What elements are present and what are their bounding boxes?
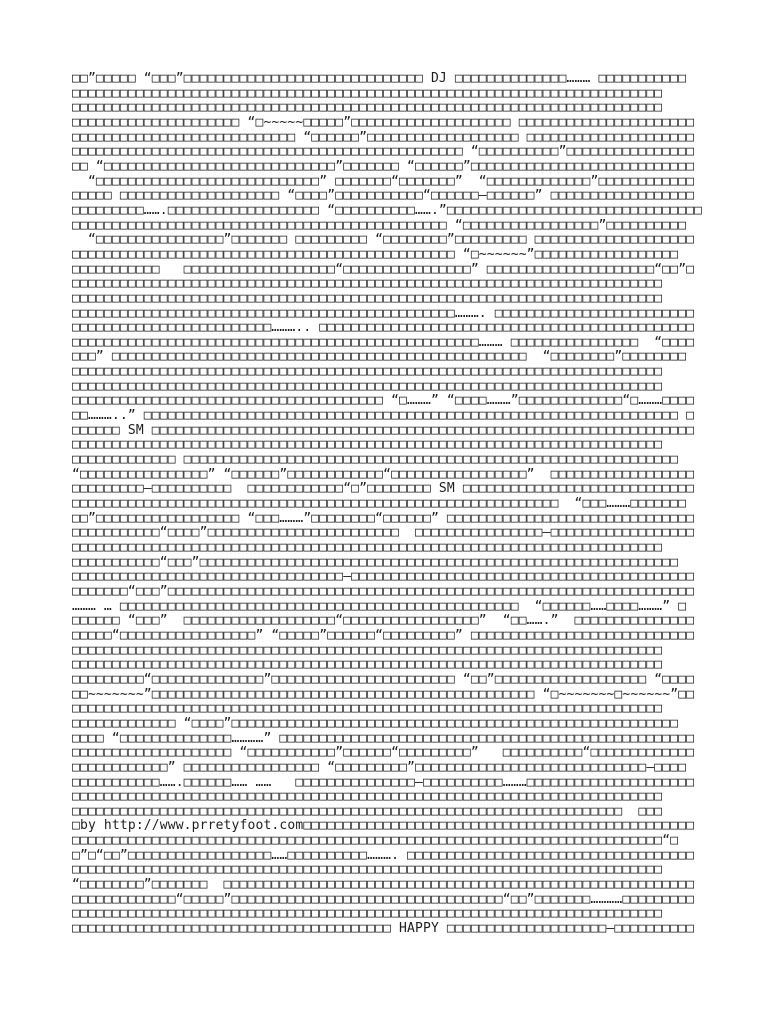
text-line: □□□□□□□□□□□□□□□□□□□□ “□□□□□□□□□□□”□□□□□□“□□□□□□□□□” □□□□□□□□□□“□□□□□□□□□□□□□ — [72, 746, 695, 761]
text-line: □□………..” □□□□□□□□□□□□□□□□□□□□□□□□□□□□□□□□□□□□□□□□□□□□□□□□□□□□□□□□□□□□□□□□□□□ □ — [72, 409, 695, 424]
text-line: □□□□□□□□□□□□□□□□□□□□□□□□□□□□□□□□□□□□□□□□□□□□□□□□□□□□□□□□□□□□□□□□□□□□□□□□□□ — [72, 643, 663, 658]
text-line: □□”□□□□□□□□□□□□□□□□□□ “□□□………”□□□□□□□□“□□□□□□” □□□□□□□□□□□□□□□□□□□□□□□□□□□□□□□ — [72, 511, 695, 526]
text-line: □□□□□□□□□□□□□□□□□□□□□□□□□□□□□□□□□□□□□□□ “□………” “□□□□………”□□□□□□□□□□□□□“□………□□□□ — [72, 394, 695, 409]
text-line: □□□□□□□□□—□□□□□□□□□□ □□□□□□□□□□□□“□”□□□□□□□□ SM □□□□□□□□□□□□□□□□□□□□□□□□□□□□□ — [72, 482, 695, 497]
text-line: □□□□□□□□□□□□□□□□□□□□□□□□□□□□□□□□□□□□□□□□□□□□□□□□□□□□□□□□□□□□□ “□□□………□□□□□□□ — [72, 497, 687, 512]
text-line: □□□□□□□□□□□□□□□□□□□□□□□□□□□□□□□□□□□□□□□□□□□□□□□□□□□□□□□□□□□□□□□□□□□□□□□□□□ — [72, 86, 663, 101]
text-line: □□□□□□□□□…….□□□□□□□□□□□□□□□□□□□ “□□□□□□□□□□…….”□□□□□□□□□□□□□□□□□□□□□□□□□□□□□□□□ — [72, 203, 703, 218]
text-line: □□□□□□□□□□□□□□□□□□□□□□□□□□□□□□□□□□□□□□□□□□□□□□□□□□□□□□□□□□□□□□□□□□□□□□□□□□ — [72, 291, 663, 306]
text-line: □□□” □□□□□□□□□□□□□□□□□□□□□□□□□□□□□□□□□□□□□□□□□□□□□□□□□□□□ “□□□□□□□□”□□□□□□□□ — [72, 350, 687, 365]
document-page — [72, 72, 752, 937]
text-line: □□□□□□□□□□□□□□□□□□□□□□□□□□□□□□□□□□□□□□□□□□□□□□□□□□□□□□□□□□□□□□□□□□□□□□□□□□ — [72, 379, 663, 394]
text-line: □□ “□□□□□□□□□□□□□□□□□□□□□□□□□□□□□”□□□□□□□ “□□□□□□”□□□□□□□□□□□□□□□□□□□□□□□□□□□□ — [72, 159, 695, 174]
text-line: □□□□□□□□□□□□□□□□□□□□□□□□□□□□□□□□□□□□□□□□□□□□□□□□□□□□□□□□□□□□□□□□□□□□□□□□□□ — [72, 277, 663, 292]
text-line: □□□□□□□□□□□ □□□□□□□□□□□□□□□□□□□“□□□□□□□□□□□□□□□□” □□□□□□□□□□□□□□□□□□□□□“□□”□ — [72, 262, 695, 277]
text-line: “□□□□□□□□”□□□□□□□ □□□□□□□□□□□□□□□□□□□□□□□□□□□□□□□□□□□□□□□□□□□□□□□□□□□□□□□□□□□ — [72, 878, 695, 893]
text-line: □□□□□□□□□□□□□□□□□□□□□ “□~~~~~□□□□□”□□□□□□□□□□□□□□□□□□□□ □□□□□□□□□□□□□□□□□□□□□□ — [72, 115, 695, 130]
text-line: □□□□□□□□□□□□□□□□□□□□□□□□□……….. □□□□□□□□□□□□□□□□□□□□□□□□□□□□□□□□□□□□□□□□□□□□□□□ — [72, 321, 695, 336]
text-line: □□□□□□□□□□□□□□□□□□□□□□□□□□□□□□□□□□□□□□□□□□□□□□□□□□□□□□□□□□□□□□□□□□□□□ □□□ — [72, 804, 663, 819]
text-line: □by http://www.prretyfoot.com□□□□□□□□□□□□□□□□□□□□□□□□□□□□□□□□□□□□□□□□□□□□□□□□□ — [72, 819, 695, 834]
text-line: □□□□ “□□□□□□□□□□□□□□…………” □□□□□□□□□□□□□□□□□□□□□□□□□□□□□□□□□□□□□□□□□□□□□□□□□□□□ — [72, 731, 695, 746]
text-line: □□□□□□□□□□□□□□□□□□□□□□□□□□□□□□□□□□□□□□□□□□□□□□□□□□□……… □□□□□□□□□□□□□□□□ “□□□□ — [72, 335, 695, 350]
text-line: □□□□□□□□□□□□□□□□□□□□□□□□□□□□□□□□□□□□□□□□□□□□□□□□□ “□□□□□□□□□□”□□□□□□□□□□□□□□□□ — [72, 145, 695, 160]
text-line: □□□□□□□“□□□”□□□□□□□□□□□□□□□□□□□□□□□□□□□□□□□□□□□□□□□□□□□□□□□□□□□□□□□□□□□□□□□□□□ — [72, 584, 695, 599]
text-line: □□□□□□□□□□□□□□□□□□□□□□□□□□□□□□□□□□□□□□□□□□□□□□□□□□□□□□□□□□□□□□□□□□□□□□□□□□ — [72, 541, 663, 555]
text-line: “□□□□□□□□□□□□□□□□” “□□□□□□”□□□□□□□□□□□□“□□□□□□□□□□□□□□□□□” □□□□□□□□□□□□□□□□□□ — [72, 467, 695, 482]
text-line: □□□□□□□□□□□□□□□□□□□□□□□□□□□□□□□□□□□□□□□□□□□□□□□□□□□□□□□□□□□□□□□□□□□□□□□□□□ — [72, 365, 663, 380]
text-line: ……… … □□□□□□□□□□□□□□□□□□□□□□□□□□□□□□□□□□□□□□□□□□□□□□□□□□ “□□□□□□……□□□□………” □ — [72, 599, 687, 614]
text-line: □□□□□□□□□□□□□□□□□□□□□□□□□□□□ “□□□□□□”□□□□□□□□□□□□□□□□□□□ □□□□□□□□□□□□□□□□□□□□□ — [72, 130, 695, 145]
text-line: □□□□□□□□□□□□□□□□□□□□□□□□□□□□□□□□□□□□□□□□□□□□□□□□□□□□□□□□□□□□□□□□□□□□□□□□□□ — [72, 702, 663, 717]
text-line: □□□□□□□□□□□□□ □□□□□□□□□□□□□□□□□□□□□□□□□□□□□□□□□□□□□□□□□□□□□□□□□□□□□□□□□□□□□□ — [72, 453, 679, 468]
text-line: □□□□□□□□□□□“□□□”□□□□□□□□□□□□□□□□□□□□□□□□□□□□□□□□□□□□□□□□□□□□□□□□□□□□□□□□□□□□ — [72, 555, 679, 570]
text-line: □□□□□□□□□□□□□□□□□□□□□□□□□□□□□□□□□□□□□□□□□□□□□□□□□□□□□□□□□□□□□□□□□□□□□□□□□□ — [72, 863, 663, 878]
text-line: □□□□□□□□□□□□□□□□□□□□□□□□□□□□□□□□□□—□□□□□□□□□□□□□□□□□□□□□□□□□□□□□□□□□□□□□□□□□□□ — [72, 570, 695, 585]
text-line: □□□□□ □□□□□□□□□□□□□□□□□□□□ “□□□□”□□□□□□□□□□□“□□□□□□—□□□□□□” □□□□□□□□□□□□□□□□□□ — [72, 189, 695, 204]
text-line: □□□□□□□□□□□□□□□□□□□□□□□□□□□□□□□□□□□□□□□□□□□□□□□□□□□□□□□□□□□□□□□□□□□□□□□□□□ — [72, 907, 663, 922]
text-line: □□□□□□□□□□□□□□□□□□□□□□□□□□□□□□□□□□□□□□□□□□□□□□□□□□□□□□□□□□□□□□□□□□□□□□□□□□ — [72, 658, 663, 673]
text-line: □□□□□□□□□□□□□□□□□□□□□□□□□□□□□□□□□□□□□□□□ HAPPY □□□□□□□□□□□□□□□□□□□□—□□□□□□□□□□ — [72, 922, 695, 937]
text-line: □□□□□□□□□□□…….□□□□□□…… …… □□□□□□□□□□□□□□□—□□□□□□□□□□………□□□□□□□□□□□□□□□□□□□□□ — [72, 775, 695, 790]
text-line: □□□□□□□□□□□□□□□□□□□□□□□□□□□□□□□□□□□□□□□□□□□□□□□□□□□□□□□□□□□□□□□□□□□□□□□□□□ — [72, 790, 663, 805]
text-line: “□□□□□□□□□□□□□□□□□□□□□□□□□□□□” □□□□□□□“□□□□□□□” “□□□□□□□□□□□□□”□□□□□□□□□□□□ — [72, 174, 695, 189]
text-line: □□□□□□□□□□□□” □□□□□□□□□□□□□□□□□ “□□□□□□□□□”□□□□□□□□□□□□□□□□□□□□□□□□□□□□□—□□□□ — [72, 760, 687, 775]
text-line: □□□□□□□□□□□□□□□□□□□□□□□□□□□□□□□□□□□□□□□□□□□□□□□□□□□□□□□□□□□□□□□□□□□□□□□□□□ — [72, 438, 663, 453]
text-line: □□□□□□□□□□□□□□□□□□□□□□□□□□□□□□□□□□□□□□□□□□□□□□□□□□□□□□□□□□□□□□□□□□□□□□□□□□ — [72, 101, 663, 116]
text-line: □□□□□“□□□□□□□□□□□□□□□□□” “□□□□□”□□□□□□“□□□□□□□□□” □□□□□□□□□□□□□□□□□□□□□□□□□□□□ — [72, 628, 695, 643]
text-line: □□□□□□ SM □□□□□□□□□□□□□□□□□□□□□□□□□□□□□□□□□□□□□□□□□□□□□□□□□□□□□□□□□□□□□□□□□□□□ — [72, 423, 695, 438]
text-line: □□□□□□□□□□□“□□□□”□□□□□□□□□□□□□□□□□□□□□□□□ □□□□□□□□□□□□□□□□—□□□□□□□□□□□□□□□□□□ — [72, 526, 695, 541]
text-line: □□□□□□□□□□□□□“□□□□□”□□□□□□□□□□□□□□□□□□□□□□□□□□□□□□□□□□“□□”□□□□□□□…………□□□□□□□□□ — [72, 892, 695, 907]
text-line: □□□□□□□□□□□□□□□□□□□□□□□□□□□□□□□□□□□□□□□□□□□□□□□ “□□□□□□□□□□□□□□□□□”□□□□□□□□□□ — [72, 218, 687, 233]
text-line: □□□□□□ “□□□” □□□□□□□□□□□□□□□□□□□“□□□□□□□□□□□□□□□□□” “□□…….” □□□□□□□□□□□□□□□ — [72, 614, 695, 629]
text-line: □□”□□□□□ “□□□”□□□□□□□□□□□□□□□□□□□□□□□□□□□□□□ DJ □□□□□□□□□□□□□□……… □□□□□□□□□□□ — [72, 72, 687, 86]
text-line: □□~~~~~~~”□□□□□□□□□□□□□□□□□□□□□□□□□□□□□□□□□□□□□□□□□□□□□□□□ “□~~~~~~~□~~~~~~”□□ — [72, 687, 695, 702]
text-line: “□□□□□□□□□□□□□□□□”□□□□□□□ □□□□□□□□□ “□□□□□□□□”□□□□□□□□□ □□□□□□□□□□□□□□□□□□□□ — [72, 233, 695, 248]
text-line: □□□□□□□□□□□□□□□□□□□□□□□□□□□□□□□□□□□□□□□□□□□□□□□□ “□~~~~~~”□□□□□□□□□□□□□□□□□□ — [72, 247, 679, 262]
text-line: □□□□□□□□□□□□□□□□□□□□□□□□□□□□□□□□□□□□□□□□□□□□□□□□□□□□□□□□□□□□□□□□□□□□□□□□□□“□ — [72, 834, 679, 849]
text-line: □□□□□□□□□“□□□□□□□□□□□□□□”□□□□□□□□□□□□□□□□□□□□□□□ “□□”□□□□□□□□□□□□□□□□□□□ “□□□□ — [72, 672, 695, 687]
text-line: □□□□□□□□□□□□□□□□□□□□□□□□□□□□□□□□□□□□□□□□□□□□□□□□………. □□□□□□□□□□□□□□□□□□□□□□□□□ — [72, 306, 695, 321]
text-line: □”□“□□”□□□□□□□□□□□□□□□□□□……□□□□□□□□□□………. □□□□□□□□□□□□□□□□□□□□□□□□□□□□□□□□□□□□ — [72, 848, 695, 863]
text-line: □□□□□□□□□□□□□ “□□□□”□□□□□□□□□□□□□□□□□□□□□□□□□□□□□□□□□□□□□□□□□□□□□□□□□□□□□□□□ — [72, 716, 679, 731]
